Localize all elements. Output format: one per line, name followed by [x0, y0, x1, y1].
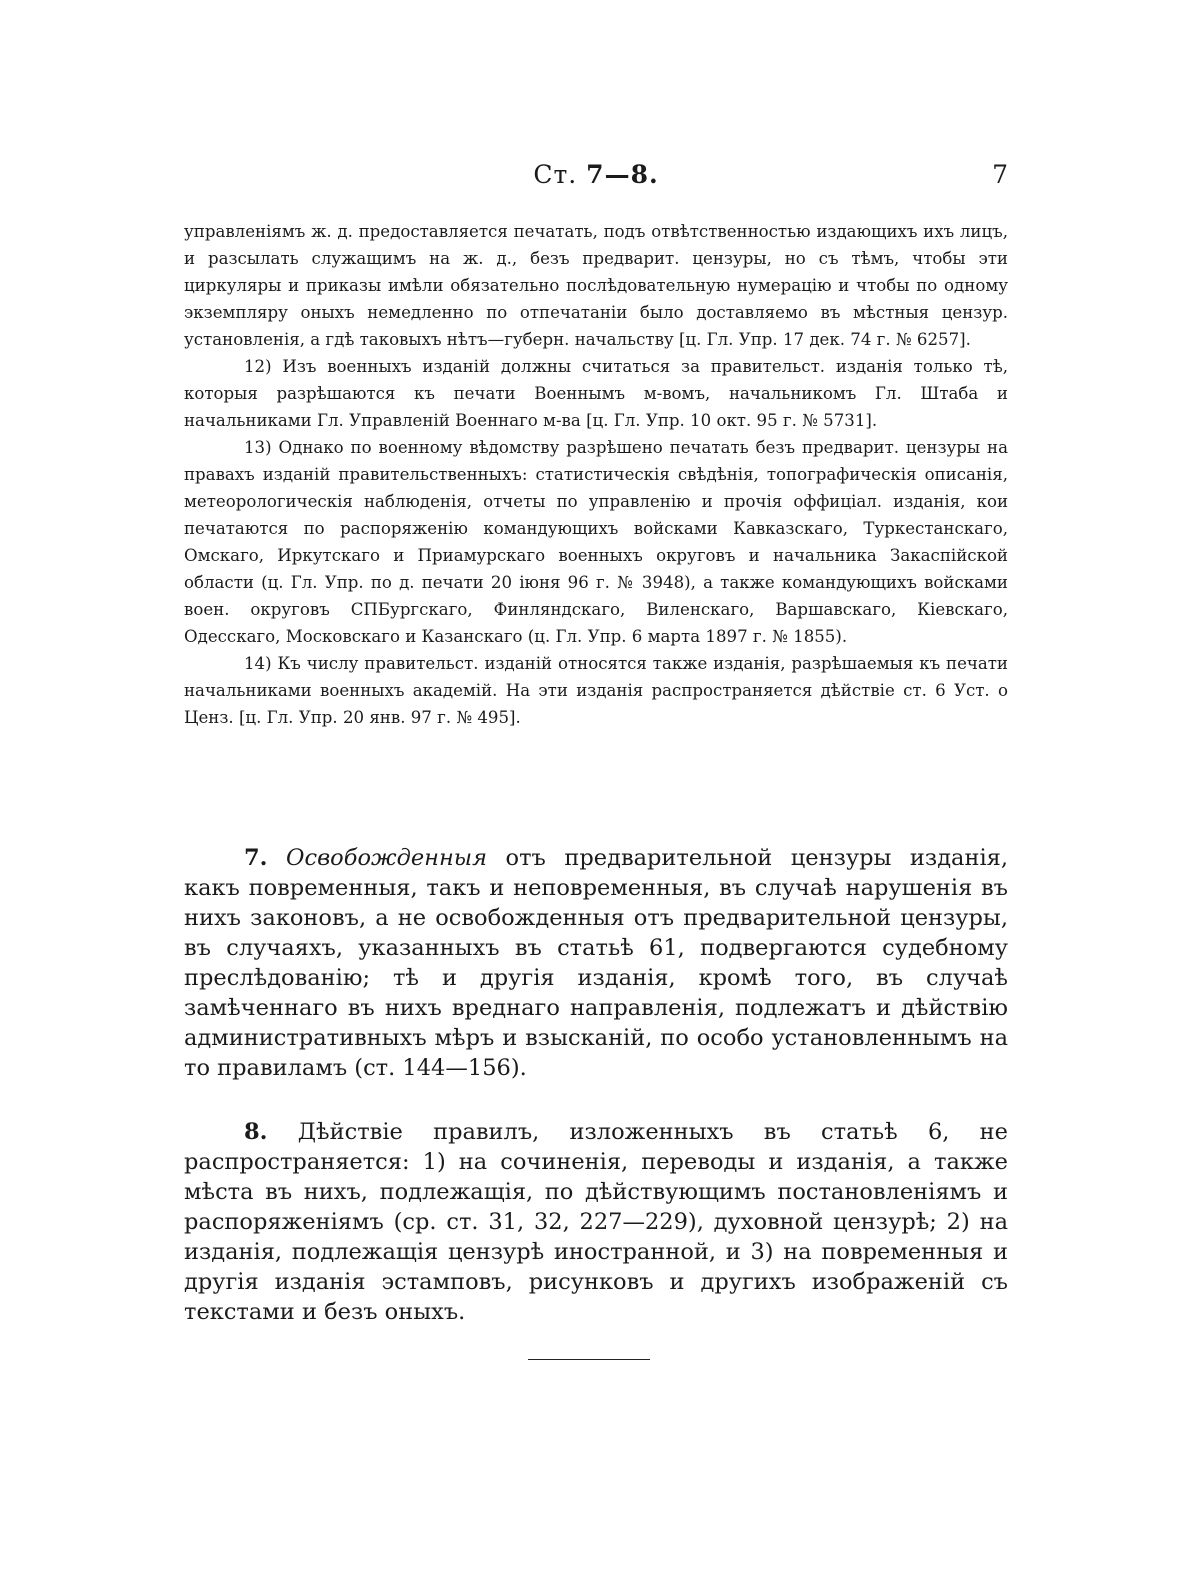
footnote-block [184, 218, 1008, 731]
article-7-number: 7. [244, 845, 268, 871]
running-title-articles: 7—8. [586, 160, 659, 189]
page-number: 7 [992, 160, 1008, 189]
article-7 [184, 843, 1008, 1083]
running-title-prefix: Ст. [533, 160, 578, 189]
note-13: 13) Однако по военному вѣдомству разрѣшено печатать безъ предварит. цензуры на правахъ изданій правительственныхъ: статистическія свѣдѣнія, топографическія описанія, метеорологическія наблюденія, отчеты по управленію и прочія оффиціал. изданія, кои печатаются по распоряженію командующихъ войсками Кавказскаго, Туркестанскаго, Омскаго, Иркутскаго и Приамурскаго военныхъ округовъ и начальника Закаспійской области (ц. Гл. Упр. по д. печати 20 іюня 96 г. № 3948), а также командующихъ войсками воен. округовъ СПБургскаго, Финляндскаго, Виленскаго, Варшавскаго, Кіевскаго, Одесскаго, Московскаго и Казанскаго (ц. Гл. Упр. 6 марта 1897 г. № 1855). [184, 438, 1008, 646]
article-8-paragraph [184, 1117, 1008, 1327]
article-8-text: Дѣйствіе правилъ, изложенныхъ въ статьѣ 6, не распространяется: 1) на сочиненія, переводы и изданія, а также мѣста въ нихъ, подлежащія, по дѣйствующимъ постановленіямъ и распоряженіямъ (ср. ст. 31, 32, 227—229), духовной цензурѣ; 2) на изданія, подлежащія цензурѣ иностранной, и 3) на повременныя и другія изданія эстамповъ, рисунковъ и другихъ изображеній съ текстами и безъ оныхъ. [184, 1119, 1008, 1325]
running-header [184, 160, 1008, 200]
article-7-lead-word: Освобожденныя [286, 845, 488, 871]
note-continuation: управленіямъ ж. д. предоставляется печатать, подъ отвѣтственностью издающихъ ихъ лицъ, и разсылать служащимъ на ж. д., безъ предварит. цензуры, но съ тѣмъ, чтобы эти циркуляры и приказы имѣли обязательно послѣдовательную нумерацію и чтобы по одному экземпляру оныхъ немедленно по отпечатаніи было доставляемо въ мѣстныя цензур. установленія, а гдѣ таковыхъ нѣтъ—губерн. начальству [ц. Гл. Упр. 17 дек. 74 г. № 6257]. [184, 222, 1008, 349]
article-7-text: отъ предварительной цензуры изданія, какъ повременныя, такъ и неповременныя, въ случаѣ нарушенія въ нихъ законовъ, а не освобожденныя отъ предварительной цензуры, въ случаяхъ, указанныхъ въ статьѣ 61, подвергаются судебному преслѣдованію; тѣ и другія изданія, кромѣ того, въ случаѣ замѣченнаго въ нихъ вреднаго направленія, подлежатъ и дѣйствію административныхъ мѣръ и взысканій, по особо установленнымъ на то правиламъ (ст. 144—156). [184, 845, 1008, 1081]
article-7-paragraph [184, 843, 1008, 1083]
note-12: 12) Изъ военныхъ изданій должны считаться за правительст. изданія только тѣ, которыя разрѣшаются къ печати Военнымъ м-вомъ, начальникомъ Гл. Штаба и начальниками Гл. Управленій Военнаго м-ва [ц. Гл. Упр. 10 окт. 95 г. № 5731]. [184, 357, 1008, 430]
end-rule [528, 1359, 650, 1360]
note-14: 14) Къ числу правительст. изданій относятся также изданія, разрѣшаемыя къ печати начальниками военныхъ академій. На эти изданія распространяется дѣйствіе ст. 6 Уст. о Ценз. [ц. Гл. Упр. 20 янв. 97 г. № 495]. [184, 654, 1008, 727]
article-8-number: 8. [244, 1119, 268, 1145]
running-title [184, 160, 1008, 189]
article-8 [184, 1117, 1008, 1327]
